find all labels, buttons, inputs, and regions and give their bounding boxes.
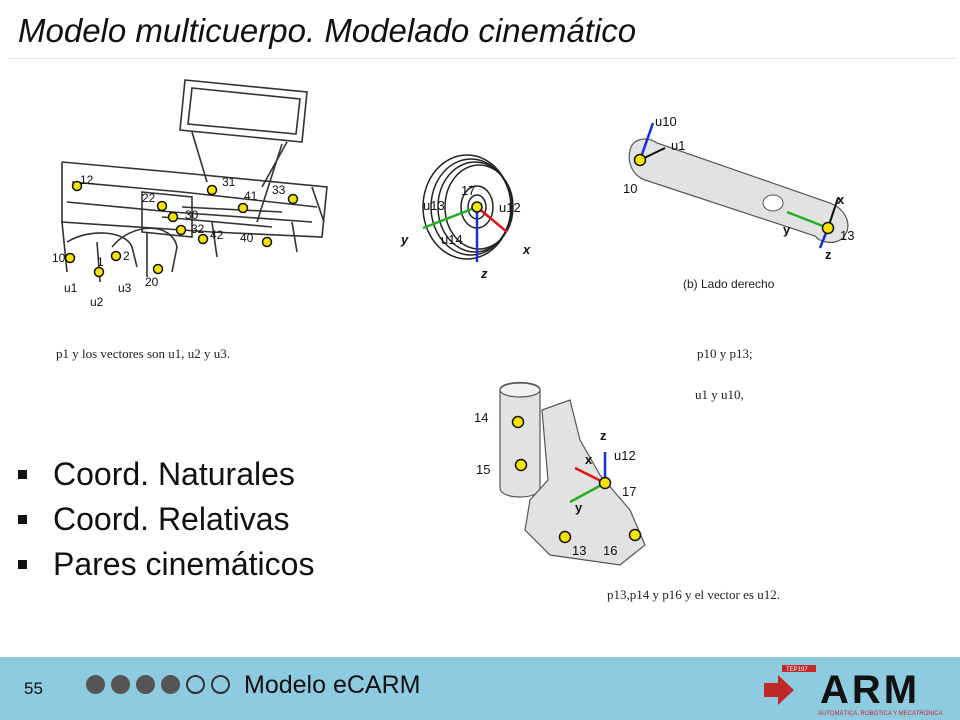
arm-caption: (b) Lado derecho: [683, 277, 775, 291]
chassis-vector-label: u1: [64, 281, 78, 295]
wheel-vector-label: u13: [423, 198, 445, 213]
arm-axis-label: z: [825, 247, 832, 262]
arm-caption-vectors: u1 y u10,: [695, 387, 744, 402]
chassis-point-label: 1: [97, 255, 104, 269]
arm-vector-label: u1: [671, 138, 686, 153]
logo-text: ARM: [820, 668, 921, 712]
wheel-axis-label: y: [401, 232, 409, 247]
progress-dot-filled[interactable]: [136, 675, 155, 694]
progress-dot-filled[interactable]: [161, 675, 180, 694]
bullet-item: Coord. Relativas: [18, 497, 314, 542]
arm-figure: [615, 108, 880, 298]
chassis-point-label: 22: [142, 191, 156, 205]
bullet-square-icon: [18, 560, 27, 569]
chassis-point-label: 33: [272, 183, 286, 197]
arm-point-label: 10: [623, 181, 638, 196]
wheel-point-label: 17: [461, 183, 476, 198]
chassis-point-label: 2: [123, 249, 130, 263]
chassis-vector-label: u2: [90, 295, 104, 309]
progress-dots: [86, 675, 230, 694]
arm-axis-label: y: [783, 222, 791, 237]
knuckle-axis-label: z: [600, 428, 607, 443]
progress-dot-filled[interactable]: [86, 675, 105, 694]
chassis-point-label: 10: [52, 251, 66, 265]
page-title: Modelo multicuerpo. Modelado cinemático: [18, 12, 637, 49]
progress-dot-empty[interactable]: [186, 675, 205, 694]
knuckle-axis-label: y: [575, 500, 583, 515]
wheel-figure: [395, 150, 555, 285]
chassis-vector-label: u3: [118, 281, 132, 295]
wheel-vector-label: u12: [499, 200, 521, 215]
knuckle-figure: [470, 380, 670, 580]
bullet-item: Pares cinemáticos: [18, 542, 314, 587]
logo-tag: TEP197: [786, 667, 808, 673]
knuckle-point-label: 16: [603, 543, 618, 558]
bullet-list: [18, 452, 314, 587]
arm-caption-points: p10 y p13;: [697, 346, 753, 361]
chassis-point-label: 12: [80, 173, 94, 187]
page-number: 55: [24, 679, 43, 698]
arm-logo: [760, 663, 954, 717]
logo-subtitle: AUTOMÁTICA, ROBÓTICA Y MECATRÓNICA: [818, 711, 943, 717]
chassis-figure: [52, 72, 332, 312]
knuckle-point-label: 15: [476, 462, 491, 477]
knuckle-axis-label: x: [585, 452, 593, 467]
knuckle-vector-label: u12: [614, 448, 636, 463]
chassis-point-label: 41: [244, 189, 258, 203]
footer-bar: [0, 657, 960, 720]
knuckle-point-label: 14: [474, 410, 489, 425]
progress-dot-empty[interactable]: [211, 675, 230, 694]
bullet-item: Coord. Naturales: [18, 452, 314, 497]
knuckle-caption: p13,p14 y p16 y el vector es u12.: [607, 587, 780, 602]
chassis-point-label: 40: [240, 231, 254, 245]
knuckle-point-label: 17: [622, 484, 637, 499]
bullet-square-icon: [18, 470, 27, 479]
wheel-axis-label: x: [523, 242, 531, 257]
wheel-axis-label: z: [481, 266, 488, 281]
arm-axis-label: x: [837, 192, 845, 207]
chassis-point-label: 32: [191, 222, 205, 236]
bullet-square-icon: [18, 515, 27, 524]
knuckle-point-label: 13: [572, 543, 587, 558]
arm-point-label: 13: [840, 228, 855, 243]
chassis-point-label: 42: [210, 228, 224, 242]
chassis-point-label: 30: [185, 208, 199, 222]
title-divider: [8, 58, 956, 59]
chassis-point-label: 31: [222, 175, 236, 189]
chassis-caption: p1 y los vectores son u1, u2 y u3.: [56, 346, 231, 361]
progress-dot-filled[interactable]: [111, 675, 130, 694]
chassis-point-label: 20: [145, 275, 159, 289]
wheel-vector-label: u14: [441, 232, 463, 247]
footer-label: Modelo eCARM: [244, 671, 421, 699]
arm-vector-label: u10: [655, 114, 677, 129]
